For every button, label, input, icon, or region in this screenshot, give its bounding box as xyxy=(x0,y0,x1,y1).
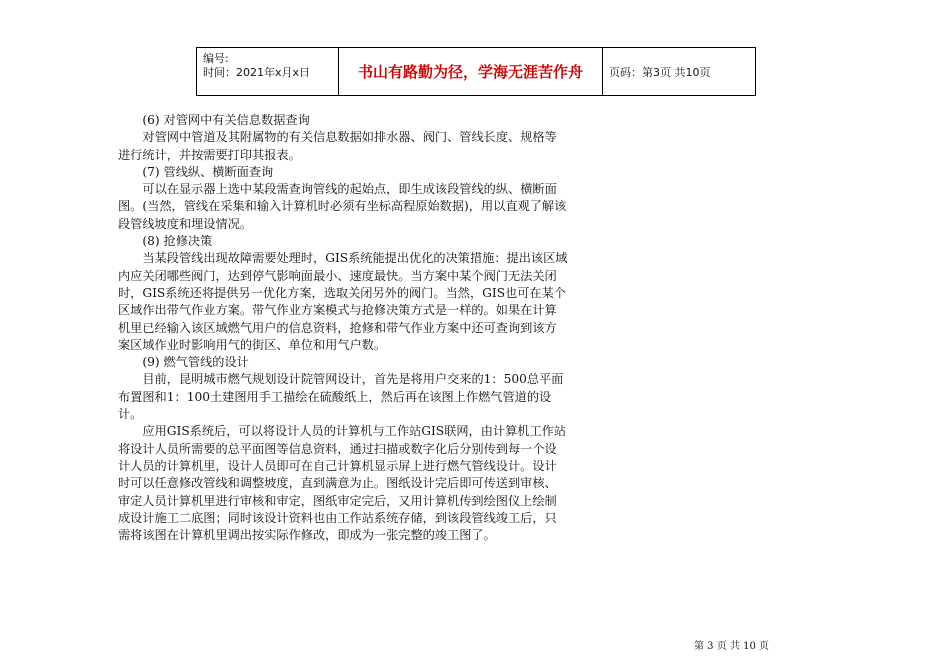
body-paragraph: 当某段管线出现故障需要处理时，GIS系统能提出优化的决策措施：提出该区域内应关闭哪些阀门，达到停气影响面最小、速度最快。当方案中某个阀门无法关闭时，GIS系统还将提供另一优化方案，选取关闭另外的阀门。当然，GIS也可在某个区域作出带气作业方案。带气作业方案模式与抢修决策方式是一样的。如果在计算机里已经输入该区域燃气用户的信息资料，抢修和带气作业方案中还可查询到该方案区域作业时影响用气的街区、单位和用气户数。 xyxy=(118,251,568,352)
section-heading: (6) 对管网中有关信息数据查询 xyxy=(142,113,310,127)
section-heading: (9) 燃气管线的设计 xyxy=(142,355,249,370)
section-heading: (7) 管线纵、横断面查询 xyxy=(142,164,274,179)
page-footer: 第 3 页 共 10 页 xyxy=(694,641,769,652)
section-heading: (8) 抢修决策 xyxy=(142,234,213,249)
document-time-label: 时间：2021年x月x日 xyxy=(203,66,311,79)
header-page-code: 页码：第3页 共10页 xyxy=(609,65,711,79)
header-meta-cell xyxy=(197,48,339,95)
header-motto: 书山有路勤为径，学海无涯苦作舟 xyxy=(339,48,603,95)
body-paragraph: 对管网中管道及其附属物的有关信息数据如排水器、阀门、管线长度、规格等进行统计，并按需要打印其报表。 xyxy=(118,130,557,162)
body-paragraph: 应用GIS系统后，可以将设计人员的计算机与工作站GIS联网，由计算机工作站将设计人员所需要的总平面图等信息资料，通过扫描或数字化后分别传到每一个设计人员的计算机里，设计人员即可在自己计算机显示屏上进行燃气管线设计。设计时可以任意修改管线和调整坡度，直到满意为止。图纸设计完后即可传送到审核、审定人员计算机里进行审核和审定，图纸审定完后，又用计算机传到绘图仪上绘制成设计施工二底图；同时该设计资料也由工作站系统存储，到该段管线竣工后，只需将该图在计算机里调出按实际作修改，即成为一张完整的竣工图了。 xyxy=(118,424,567,543)
body-paragraph: 目前，昆明城市燃气规划设计院管网设计，首先是将用户交来的1：500总平面布置图和1：100土建图用手工描绘在硫酸纸上，然后再在该图上作燃气管道的设计。 xyxy=(118,372,564,422)
document-body xyxy=(118,112,568,544)
document-number-label: 编号: xyxy=(203,52,229,65)
page-header-table xyxy=(196,47,756,96)
body-paragraph: 可以在显示器上选中某段需查询管线的起始点，即生成该段管线的纵、横断面图。(当然，管线在采集和输入计算机时必须有坐标高程原始数据)，用以直观了解该段管线坡度和埋设情况。 xyxy=(118,182,567,231)
